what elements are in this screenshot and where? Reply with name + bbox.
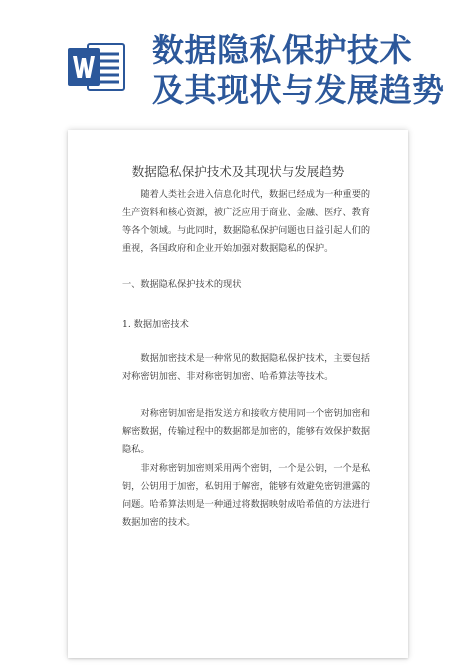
page-title-line-1: 数据隐私保护技术 (152, 31, 413, 69)
subsection-heading: 1. 数据加密技术 (122, 319, 189, 330)
header (0, 0, 474, 120)
page-title-line-2: 及其现状与发展趋势 (152, 71, 445, 109)
document-title: 数据隐私保护技术及其现状与发展趋势 (131, 164, 345, 179)
word-icon (68, 40, 126, 94)
intro-paragraph: 随着人类社会进入信息化时代，数据已经成为一种重要的生产资料和核心资源，被广泛应用于商业、金融、医疗、教育等各个领域。与此同时，数据隐私保护问题也日益引起人们的重视，各国政府和企业开始加强对数据隐私的保护。 (122, 189, 371, 254)
paragraph-encryption: 数据加密技术是一种常见的数据隐私保护技术，主要包括对称密钥加密、非对称密钥加密、哈希算法等技术。 (122, 353, 371, 382)
document-page (68, 130, 408, 658)
paragraph-asymmetric: 非对称密钥加密则采用两个密钥，一个是公钥，一个是私钥，公钥用于加密，私钥用于解密，能够有效避免密钥泄露的问题。哈希算法则是一种通过将数据映射成哈希值的方法进行数据加密的技术。 (122, 463, 371, 528)
paragraph-symmetric: 对称密钥加密是指发送方和接收方使用同一个密钥加密和解密数据，传输过程中的数据都是加密的，能够有效保护数据隐私。 (122, 408, 371, 455)
page-title (152, 30, 472, 110)
section-heading: 一、数据隐私保护技术的现状 (122, 279, 242, 290)
